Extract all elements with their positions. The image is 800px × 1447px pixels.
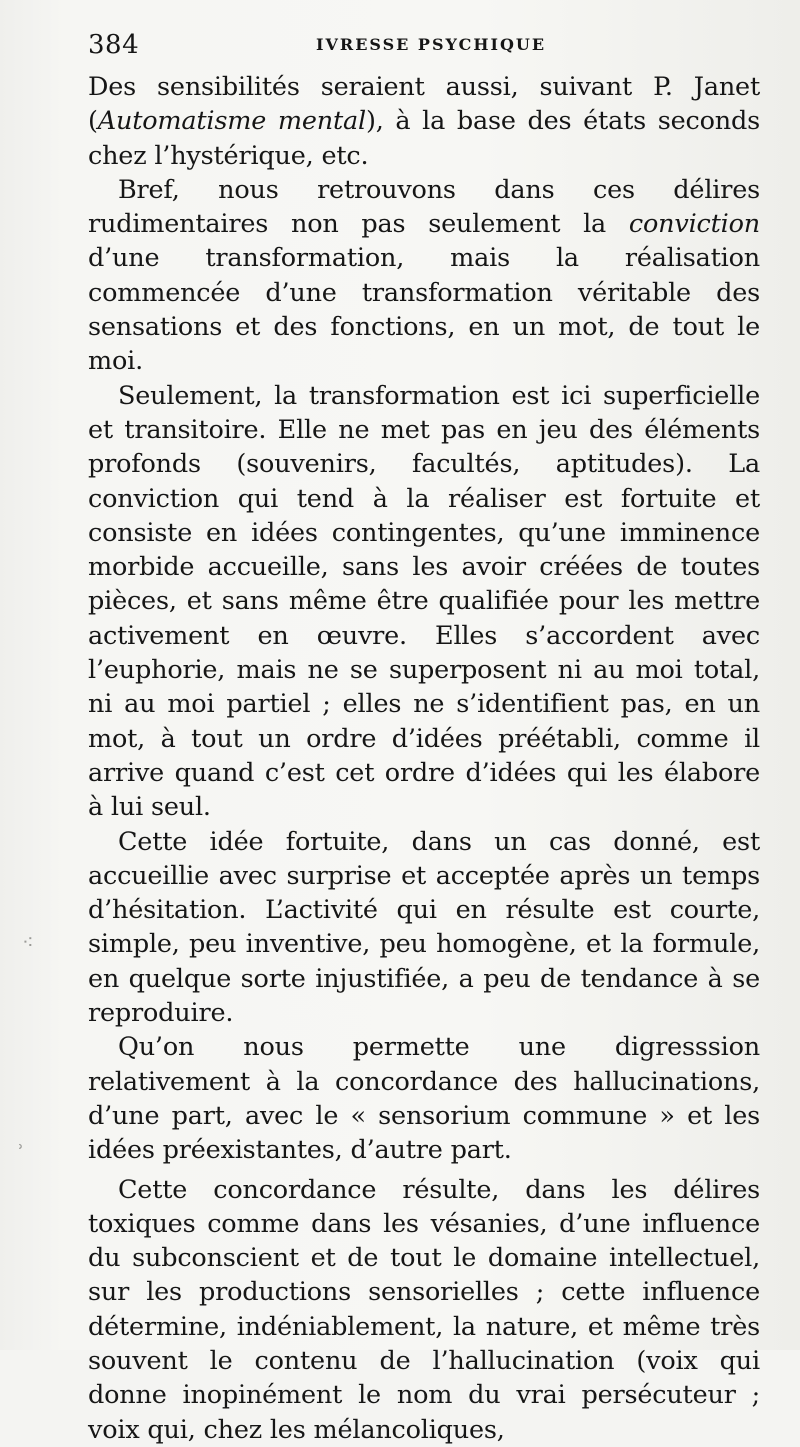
text-run: Bref, nous retrouvons dans ces délires rudimentaires non pas seulement la bbox=[88, 174, 760, 240]
text-run: Qu’on nous permette une digresssion relativement à la concordance des hallucinations, d’une part, avec le « sensorium commune » et les idées préexistantes, d’autre part. bbox=[88, 1032, 760, 1166]
paragraph bbox=[88, 1030, 760, 1167]
body-text bbox=[88, 70, 760, 1447]
page-number: 384 bbox=[88, 30, 140, 60]
italic-text: conviction bbox=[628, 209, 760, 240]
paragraph bbox=[88, 1173, 760, 1447]
margin-mark: ⁖ bbox=[22, 930, 34, 954]
text-run: ), à la base des états seconds chez l’hystérique, etc. bbox=[88, 106, 760, 171]
paragraph bbox=[88, 825, 760, 1031]
text-run: Cette concordance résulte, dans les délires toxiques comme dans les vésanies, d’une influence du subconscient et de tout le domaine intellectuel, sur les productions sensorielles ; cette influence détermine, indéniablement, la nature, et même très souvent le contenu de l’hallucination (voix qui donne inopinément le nom du vrai persécuteur ; voix qui, chez les mélancoliques, bbox=[88, 1174, 760, 1445]
text-run: Cette idée fortuite, dans un cas donné, est accueillie avec surprise et acceptée après un temps d’hésitation. L’activité qui en résulte est courte, simple, peu inventive, peu homogène, et la formule, en quelque sorte injustifiée, a peu de tendance à se reproduire. bbox=[88, 826, 760, 1029]
running-title: IVRESSE PSYCHIQUE bbox=[316, 35, 547, 54]
paragraph bbox=[88, 70, 760, 173]
paragraph bbox=[88, 173, 760, 379]
text-run: Des sensibilités seraient aussi, suivant P. Janet ( bbox=[88, 72, 760, 137]
paragraph bbox=[88, 379, 760, 825]
text-run: d’une transformation, mais la réalisation commencée d’une transformation véritable des sensations et des fonctions, en un mot, de tout le moi. bbox=[88, 243, 760, 377]
italic-text: Automatisme mental bbox=[97, 106, 366, 137]
margin-mark: ˒ bbox=[18, 1135, 25, 1159]
page-header bbox=[88, 30, 758, 66]
text-run: Seulement, la transformation est ici superficielle et transitoire. Elle ne met pas en jeu des éléments profonds (souvenirs, facultés, aptitudes). La conviction qui tend à la réaliser est fortuite et consiste en idées contingentes, qu’une imminence morbide accueille, sans les avoir créées de toutes pièces, et sans même être qualifiée pour les mettre activement en œuvre. Elles s’accordent avec l’euphorie, mais ne se superposent ni au moi total, ni au moi partiel ; elles ne s’identifient pas, en un mot, à tout un ordre d’idées préétabli, comme il arrive quand c’est cet ordre d’idées qui les élabore à lui seul. bbox=[88, 380, 760, 823]
